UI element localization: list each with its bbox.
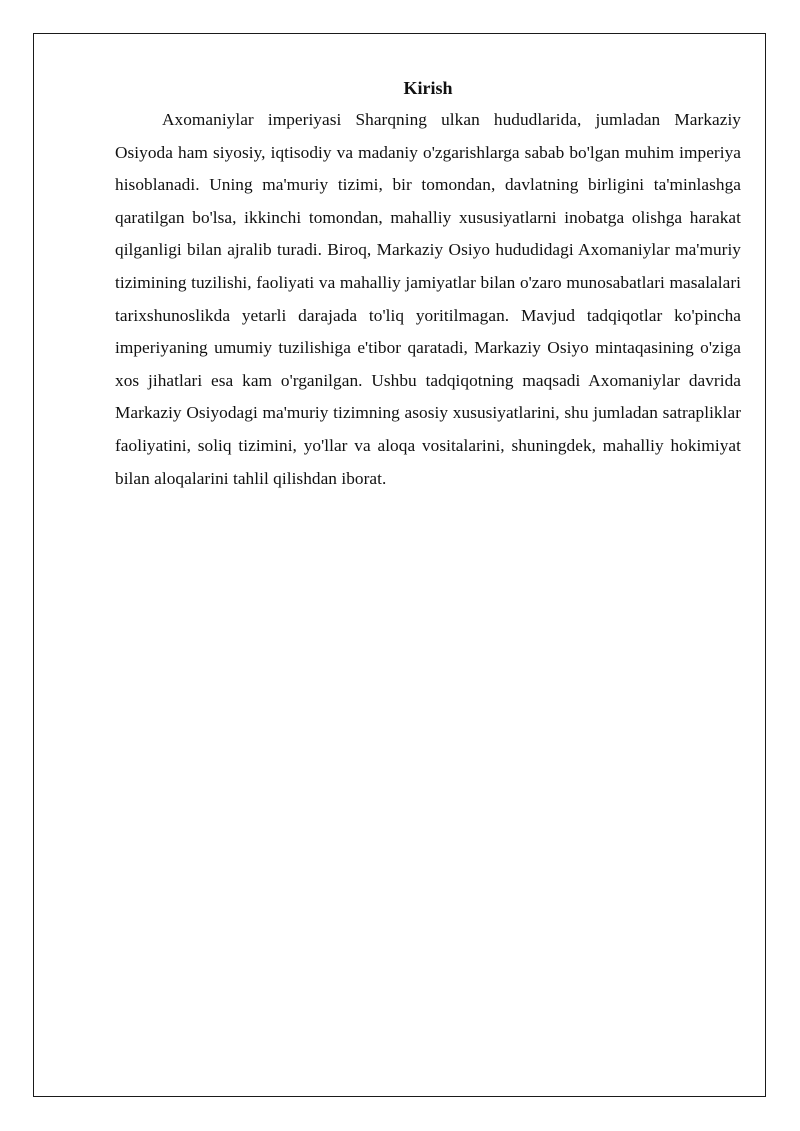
section-heading: Kirish — [403, 78, 453, 98]
body-paragraph: Axomaniylar imperiyasi Sharqning ulkan hududlarida, jumladan Markaziy Osiyoda ham siyosiy, iqtisodiy va madaniy o'zgarishlarga sabab bo'lgan muhim imperiya hisoblanadi. Uning ma'muriy tizimi, bir tomondan, davlatning birligini ta'minlashga qaratilgan bo'lsa, ikkinchi tomondan, mahalliy xususiyatlarni inobatga olishga harakat qilganligi bilan ajralib turadi. Biroq, Markaziy Osiyo hududidagi Axomaniylar ma'muriy tizimining tuzilishi, faoliyati va mahalliy jamiyatlar bilan o'zaro munosabatlari masalalari tarixshunoslikda yetarli darajada to'liq yoritilmagan. Mavjud tadqiqotlar ko'pincha imperiyaning umumiy tuzilishiga e'tibor qaratadi, Markaziy Osiyo mintaqasining o'ziga xos jihatlari esa kam o'rganilgan. Ushbu tadqiqotning maqsadi Axomaniylar davrida Markaziy Osiyodagi ma'muriy tizimning asosiy xususiyatlarini, shu jumladan satrapliklar faoliyatini, soliq tizimini, yo'llar va aloqa vositalarini, shuningdek, mahalliy hokimiyat bilan aloqalarini tahlil qilishdan iborat. — [115, 110, 741, 488]
document-body — [115, 76, 741, 495]
